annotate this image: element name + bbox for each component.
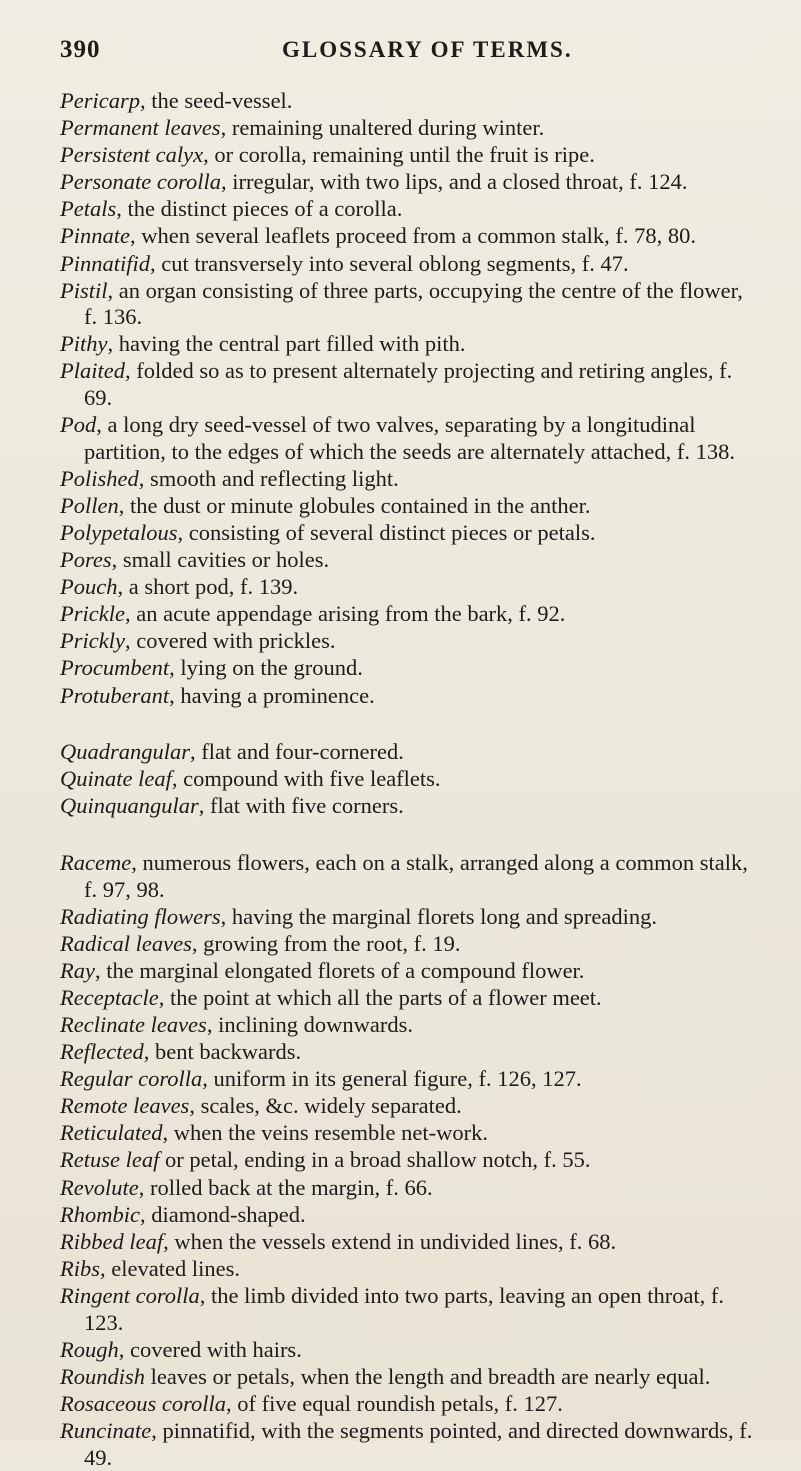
glossary-definition: , a short pod, f. 139. bbox=[117, 574, 299, 600]
glossary-term: Pod bbox=[60, 412, 97, 438]
glossary-definition: , covered with hairs. bbox=[118, 1336, 302, 1362]
glossary-term: Polished bbox=[60, 465, 139, 491]
glossary-entry bbox=[60, 793, 757, 820]
glossary-entry bbox=[60, 1391, 757, 1418]
glossary-term: Pores bbox=[60, 547, 112, 573]
glossary-entry bbox=[60, 1120, 757, 1147]
glossary-section-q bbox=[60, 739, 757, 820]
glossary-term: Petals bbox=[60, 196, 117, 222]
glossary-entry bbox=[60, 331, 757, 358]
glossary-entry bbox=[60, 115, 757, 142]
page-header bbox=[60, 36, 757, 78]
glossary-definition: , small cavities or holes. bbox=[111, 547, 330, 573]
glossary-definition: leaves or petals, when the length and breadth are nearly equal. bbox=[145, 1363, 711, 1389]
glossary-term: Ringent corolla bbox=[60, 1282, 200, 1308]
glossary-definition: , when the veins resemble net-work. bbox=[162, 1120, 488, 1146]
glossary-definition: , having the marginal florets long and spreading. bbox=[220, 903, 657, 929]
glossary-term: Quinate leaf bbox=[60, 766, 172, 792]
glossary-body bbox=[60, 88, 757, 1471]
glossary-entry bbox=[60, 278, 757, 331]
glossary-entry bbox=[60, 1066, 757, 1093]
glossary-definition: , the distinct pieces of a corolla. bbox=[116, 196, 403, 222]
glossary-entry bbox=[60, 358, 757, 411]
glossary-definition: , compound with five leaflets. bbox=[171, 766, 441, 792]
glossary-term: Raceme bbox=[60, 849, 132, 875]
glossary-definition: , lying on the ground. bbox=[169, 655, 363, 681]
glossary-definition: , an organ consisting of three parts, occupying the centre of the flower, f. 136. bbox=[84, 277, 743, 330]
glossary-entry bbox=[60, 958, 757, 985]
glossary-term: Pistil bbox=[60, 277, 108, 303]
glossary-term: Ribbed leaf bbox=[60, 1228, 164, 1254]
glossary-term: Polypetalous bbox=[60, 520, 178, 545]
glossary-definition: , cut transversely into several oblong segments, f. 47. bbox=[150, 250, 629, 276]
glossary-term: Procumbent bbox=[60, 655, 170, 681]
glossary-definition: , or corolla, remaining until the fruit is ripe. bbox=[203, 142, 595, 168]
glossary-entry bbox=[60, 739, 757, 766]
glossary-term: Personate corolla bbox=[60, 169, 222, 195]
glossary-definition: , consisting of several distinct pieces or petals. bbox=[177, 520, 596, 545]
glossary-entry bbox=[60, 1364, 757, 1391]
glossary-term: Receptacle bbox=[60, 984, 159, 1010]
glossary-definition: , the dust or minute globules contained in the anther. bbox=[118, 492, 591, 518]
glossary-definition: , when several leaflets proceed from a common stalk, f. 78, 80. bbox=[129, 223, 697, 249]
glossary-definition: , bent backwards. bbox=[143, 1039, 302, 1065]
glossary-entry bbox=[60, 683, 757, 710]
glossary-definition: , when the vessels extend in undivided lines, f. 68. bbox=[163, 1228, 617, 1254]
glossary-entry bbox=[60, 1202, 757, 1229]
glossary-entry bbox=[60, 850, 757, 903]
glossary-entry bbox=[60, 223, 757, 250]
glossary-entry bbox=[60, 904, 757, 931]
glossary-term: Radical leaves bbox=[60, 930, 192, 956]
glossary-definition: or petal, ending in a broad shallow notch, f. 55. bbox=[159, 1147, 591, 1173]
glossary-definition: , inclining downwards. bbox=[206, 1012, 414, 1037]
glossary-entry bbox=[60, 412, 757, 465]
glossary-definition: , growing from the root, f. 19. bbox=[191, 930, 461, 956]
glossary-definition: , covered with prickles. bbox=[124, 628, 336, 654]
glossary-term: Quadrangular bbox=[60, 739, 191, 765]
running-title: GLOSSARY OF TERMS. bbox=[282, 37, 573, 62]
glossary-term: Revolute bbox=[60, 1174, 139, 1200]
glossary-entry bbox=[60, 1418, 757, 1471]
glossary-definition: , smooth and reflecting light. bbox=[138, 465, 399, 491]
glossary-definition: , the marginal elongated florets of a compound flower. bbox=[94, 957, 585, 983]
glossary-definition: , irregular, with two lips, and a closed throat, f. 124. bbox=[221, 169, 688, 195]
glossary-definition: , flat and four-cornered. bbox=[190, 739, 404, 765]
glossary-term: Pollen bbox=[60, 492, 119, 518]
glossary-entry bbox=[60, 1147, 757, 1174]
glossary-term: Prickle bbox=[60, 601, 125, 627]
page-number: 390 bbox=[60, 36, 101, 63]
glossary-term: Rhombic bbox=[60, 1201, 140, 1227]
glossary-definition: , having the central part filled with pith. bbox=[107, 331, 466, 357]
glossary-entry bbox=[60, 574, 757, 601]
glossary-term: Pinnate bbox=[60, 223, 130, 249]
glossary-term: Pinnatifid bbox=[60, 250, 150, 276]
glossary-definition: , pinnatifid, with the segments pointed, and directed downwards, f. 49. bbox=[84, 1417, 753, 1470]
glossary-term: Plaited bbox=[60, 358, 125, 384]
glossary-term: Pouch bbox=[60, 574, 118, 600]
glossary-entry bbox=[60, 601, 757, 628]
glossary-term: Roundish bbox=[60, 1363, 146, 1389]
glossary-entry bbox=[60, 1039, 757, 1066]
glossary-entry bbox=[60, 547, 757, 574]
glossary-definition: , a long dry seed-vessel of two valves, separating by a longitudinal partition, to the edges of which the seeds are alternately attached, f. 138. bbox=[84, 412, 736, 464]
glossary-entry bbox=[60, 931, 757, 958]
glossary-term: Reclinate leaves bbox=[60, 1012, 207, 1037]
glossary-term: Pithy bbox=[60, 331, 108, 357]
glossary-definition: , the limb divided into two parts, leaving an open throat, f. 123. bbox=[84, 1282, 725, 1335]
glossary-entry bbox=[60, 628, 757, 655]
glossary-term: Rough bbox=[60, 1336, 119, 1362]
glossary-term: Radiating flowers bbox=[60, 903, 221, 929]
glossary-entry bbox=[60, 766, 757, 793]
glossary-term: Retuse leaf bbox=[60, 1147, 160, 1173]
glossary-definition: , the seed-vessel. bbox=[139, 88, 293, 113]
glossary-term: Quinquangular bbox=[60, 793, 199, 819]
glossary-entry bbox=[60, 1256, 757, 1283]
glossary-definition: , rolled back at the margin, f. 66. bbox=[138, 1174, 433, 1200]
glossary-section-p bbox=[60, 88, 757, 709]
glossary-term: Ribs bbox=[60, 1255, 101, 1281]
glossary-definition: , the point at which all the parts of a flower meet. bbox=[158, 984, 602, 1010]
glossary-entry bbox=[60, 466, 757, 493]
glossary-term: Ray bbox=[60, 957, 95, 983]
glossary-definition: , an acute appendage arising from the bark, f. 92. bbox=[124, 601, 566, 627]
glossary-definition: , elevated lines. bbox=[100, 1255, 240, 1281]
glossary-entry bbox=[60, 196, 757, 223]
glossary-entry bbox=[60, 493, 757, 520]
glossary-definition: , having a prominence. bbox=[169, 682, 375, 708]
glossary-term: Permanent leaves bbox=[60, 115, 221, 141]
glossary-term: Protuberant bbox=[60, 682, 170, 708]
glossary-entry bbox=[60, 1283, 757, 1336]
glossary-entry bbox=[60, 142, 757, 169]
glossary-entry bbox=[60, 88, 757, 115]
glossary-term: Prickly bbox=[60, 628, 125, 654]
glossary-term: Rosaceous corolla bbox=[60, 1390, 227, 1416]
glossary-definition: , uniform in its general figure, f. 126, 127. bbox=[202, 1066, 582, 1092]
glossary-entry bbox=[60, 520, 757, 547]
glossary-definition: , remaining unaltered during winter. bbox=[220, 115, 545, 141]
glossary-definition: , folded so as to present alternately projecting and retiring angles, f. 69. bbox=[84, 358, 733, 411]
glossary-term: Remote leaves bbox=[60, 1093, 190, 1119]
glossary-term: Reflected bbox=[60, 1039, 144, 1065]
glossary-entry bbox=[60, 1175, 757, 1202]
glossary-definition: , diamond-shaped. bbox=[139, 1201, 306, 1227]
glossary-section-r bbox=[60, 850, 757, 1471]
glossary-definition: , flat with five corners. bbox=[198, 793, 404, 819]
glossary-entry bbox=[60, 985, 757, 1012]
glossary-definition: , scales, &c. widely separated. bbox=[189, 1093, 462, 1119]
glossary-term: Runcinate bbox=[60, 1417, 152, 1443]
glossary-entry bbox=[60, 169, 757, 196]
glossary-entry bbox=[60, 1229, 757, 1256]
glossary-term: Pericarp bbox=[60, 88, 140, 113]
glossary-term: Reticulated bbox=[60, 1120, 163, 1146]
glossary-entry bbox=[60, 1093, 757, 1120]
glossary-term: Persistent calyx bbox=[60, 142, 204, 168]
glossary-entry bbox=[60, 251, 757, 278]
glossary-definition: , numerous flowers, each on a stalk, arranged along a common stalk, f. 97, 98. bbox=[84, 849, 748, 902]
glossary-entry bbox=[60, 655, 757, 682]
glossary-definition: , of five equal roundish petals, f. 127. bbox=[226, 1390, 563, 1416]
glossary-entry bbox=[60, 1337, 757, 1364]
glossary-term: Regular corolla bbox=[60, 1066, 203, 1092]
glossary-entry bbox=[60, 1012, 757, 1039]
